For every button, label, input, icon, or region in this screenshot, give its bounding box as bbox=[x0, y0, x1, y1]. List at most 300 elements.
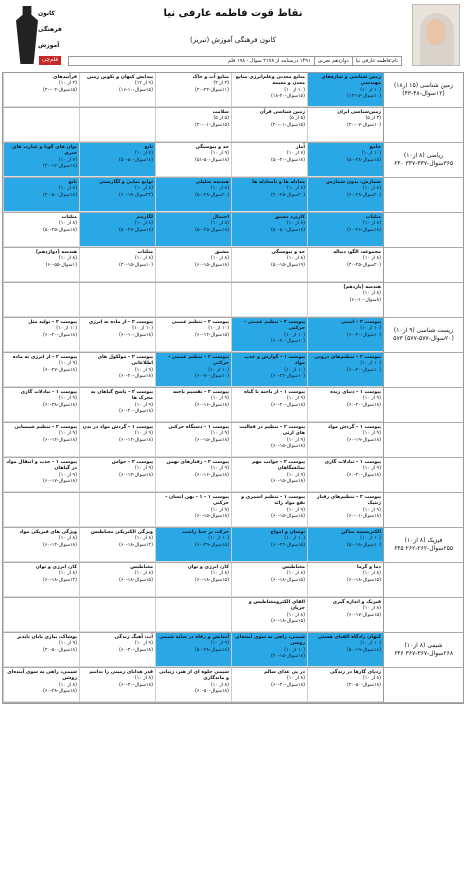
topic-stat: (۸ از ۱۰) bbox=[362, 221, 381, 227]
topic-cell bbox=[79, 213, 155, 247]
topic-cell bbox=[231, 633, 307, 667]
topic-stat: (۸ از ۱۰) bbox=[210, 186, 229, 192]
topic-cell bbox=[231, 388, 307, 422]
topic-cell bbox=[231, 493, 307, 527]
topic-stat: (۸ از ۱۰) bbox=[58, 186, 77, 192]
topic-stat: (۹ از ۱۰) bbox=[286, 437, 305, 443]
topic-stat: (۱۰سوال-۷۰-۶۰) bbox=[195, 373, 229, 379]
topic-cell bbox=[155, 178, 231, 212]
topic-cell bbox=[231, 668, 307, 702]
topic-name: پیوست ۱ - گردش مواد bbox=[327, 425, 381, 430]
topic-cell bbox=[307, 633, 383, 667]
topic-stat: (۹ از ۱۰) bbox=[210, 396, 229, 402]
table-row bbox=[3, 668, 463, 703]
subject-label bbox=[383, 668, 463, 702]
topic-stat: (۳ از ۳) bbox=[213, 81, 229, 87]
topic-cell bbox=[307, 248, 383, 282]
table-row bbox=[3, 143, 463, 178]
topic-stat: (۱۸سوال-۵۰-۶۰) bbox=[195, 688, 229, 694]
topic-cell bbox=[3, 598, 79, 632]
topic-name: پیوست ۲ - تنظیم عصبی - حرکتی bbox=[168, 355, 229, 367]
topic-stat: (۱۸سوال-۱۶-۶۰) bbox=[195, 402, 229, 408]
topic-name: مغناطیس bbox=[282, 565, 305, 570]
topic-cell bbox=[155, 108, 231, 142]
topic-cell bbox=[307, 353, 383, 387]
topic-name: پیوست ۲ - تنظیم‌های درونی bbox=[314, 355, 381, 360]
topic-stat: (۸ از ۱۰) bbox=[210, 571, 229, 577]
topic-stat: (۱۲سوال-۱۸-۶۰) bbox=[43, 577, 77, 583]
topic-name: مثلثات bbox=[61, 215, 77, 220]
topic-stat: (۸ از ۱۰) bbox=[58, 682, 77, 688]
topic-cell bbox=[3, 318, 79, 352]
topic-cell bbox=[155, 283, 231, 317]
topic-cells bbox=[3, 318, 383, 352]
topic-cell bbox=[307, 563, 383, 597]
topic-stat: (۱۸سوال-۵۰-۴۰) bbox=[43, 647, 77, 653]
topic-cells bbox=[3, 73, 383, 107]
topic-stat: (۱۸سوال-۱۰-۶۰) bbox=[119, 332, 153, 338]
topic-stat: (۵ از ۵) bbox=[289, 116, 305, 122]
topic-cell bbox=[231, 423, 307, 457]
topic-cell bbox=[307, 668, 383, 702]
topic-cell bbox=[231, 353, 307, 387]
topic-cell bbox=[307, 318, 383, 352]
topic-stat: (۱۸سوال-۵۰-۵۱) bbox=[195, 157, 229, 163]
topic-stat: (۹ از ۱۰) bbox=[58, 431, 77, 437]
topic-name: تابع bbox=[144, 145, 153, 150]
topic-stat: (۱۸سوال-۲۰-۶۰) bbox=[347, 472, 381, 478]
subject-label bbox=[383, 213, 463, 247]
topic-stat: (۸ از ۱۰) bbox=[362, 291, 381, 297]
topic-cell bbox=[307, 458, 383, 492]
topic-stat: (۱۵سوال-۳۸-۵۰) bbox=[347, 157, 381, 163]
topic-stat: (۱۸سوال-۳۸-۵۰) bbox=[195, 647, 229, 653]
topic-cell bbox=[155, 143, 231, 177]
subject-label: ریاضی (۸ از۱۰) ۳۶۵سوال-۳۳۷-۳۳۷ ۶۳۰ bbox=[383, 143, 463, 177]
topic-stat: (۹ از ۱۰) bbox=[286, 472, 305, 478]
topic-stat: (۸ از ۱۰) bbox=[362, 676, 381, 682]
topic-name: پیوست ۲ - از ماده به انرژی bbox=[88, 320, 153, 325]
topic-cell bbox=[3, 668, 79, 702]
topic-stat: (۱۵سوال-۱۸-۶۰) bbox=[195, 577, 229, 583]
topic-name: مشتق bbox=[214, 250, 229, 255]
topic-stat: (۳ از ۵) bbox=[365, 116, 381, 122]
topic-stat: (۱۸سوال-۲۷-۵۰) bbox=[119, 227, 153, 233]
topic-cell bbox=[79, 248, 155, 282]
topic-stat: (۱۸سوال-۵۰-۴۰) bbox=[347, 682, 381, 688]
topic-cell bbox=[155, 458, 231, 492]
subject-label bbox=[383, 563, 463, 597]
topic-stat: (۱۵سوال-۱۲-۶۰) bbox=[195, 332, 229, 338]
topic-name: زمین شناسی و سازه‌های مهندسی bbox=[321, 75, 381, 87]
topic-stat: (۱۸سوال-۲۰-۶۰) bbox=[119, 408, 153, 414]
table-row bbox=[3, 283, 463, 318]
topic-name: پیوست ۱ - از یاخته تا گیاه bbox=[244, 390, 305, 395]
topic-cell bbox=[155, 633, 231, 667]
topic-stat: (۸ از ۱۰) bbox=[286, 186, 305, 192]
topic-name: ویژگی الکتریکی مغناطیس bbox=[90, 530, 153, 535]
topic-stat: (۲۰سوال-۲۸-۶۰) bbox=[347, 192, 381, 198]
topic-name: پیدایش کیهان و تکوین زمین bbox=[87, 75, 153, 80]
topic-stat: (۸ از ۱۰) bbox=[286, 256, 305, 262]
topic-stat: (۸ از ۱۰) bbox=[134, 536, 153, 542]
logo-line-3: آموزش bbox=[38, 42, 60, 49]
topic-stat: (۱۸سوال-۱۴-۶۰) bbox=[43, 437, 77, 443]
topic-name: پیوست ۲ - ایمنی bbox=[341, 320, 381, 325]
topic-stat: (۸ از ۱۰) bbox=[134, 571, 153, 577]
topic-cell bbox=[79, 598, 155, 632]
topic-stat: (۱۸سوال-۴۰-۶۰) bbox=[119, 647, 153, 653]
topic-name: پیوست ۱ - دنیای زنده bbox=[330, 390, 381, 395]
topic-stat: (۸ از ۱۰) bbox=[210, 682, 229, 688]
topic-name: آسایش و رفاه در سایه شیمی bbox=[159, 635, 229, 640]
topic-stat: (۹ از ۱۰) bbox=[134, 431, 153, 437]
topic-stat: (۱۸سوال-۲۰-۶۰) bbox=[119, 373, 153, 379]
topic-stat: (۹ از ۱۰) bbox=[58, 472, 77, 478]
topic-stat: (۱۵سوال-۱۰-۱۶) bbox=[119, 87, 153, 93]
page-title: نقاط قوت فاطمه عارفی نیا bbox=[163, 8, 303, 19]
topic-stat: (۸ از ۱۰) bbox=[286, 676, 305, 682]
topic-stat: (۱۸سوال-۳۸-۶۰) bbox=[43, 402, 77, 408]
topic-cell bbox=[79, 388, 155, 422]
topic-stat: (۱۰ از ۱۰) bbox=[284, 367, 305, 373]
subject-label bbox=[383, 108, 463, 142]
topic-name: پیوست ۲ - رفتارهای نهمن bbox=[166, 460, 229, 465]
topic-stat: (۱۸سوال-۱۷-۶۰) bbox=[43, 478, 77, 484]
topic-stat: (۱۸سوال-۵۰-۴۰) bbox=[43, 192, 77, 198]
topic-cell bbox=[231, 598, 307, 632]
topic-stat: (۱۸سوال-۲۸-۶۰) bbox=[43, 688, 77, 694]
topic-name: پیوست ۲ - تنظیم در فعالیت های ارثی bbox=[239, 425, 305, 437]
topic-stat: (۱۲سوال-۱۸-۶۰) bbox=[119, 542, 153, 548]
topic-name: دما و گرما bbox=[356, 565, 381, 570]
topic-name: پیوست ۲ - تنظیم شیمیایی bbox=[14, 425, 77, 430]
subject-label: فیزیک (۸ از۱۰) ۲۵۵سوال-۲۶۲-۲۶۲ ۶۴۵ bbox=[383, 528, 463, 562]
topic-cell bbox=[3, 283, 79, 317]
topic-cell bbox=[231, 73, 307, 107]
topic-stat: (۱۸سوال-۳۰-۶۰) bbox=[119, 682, 153, 688]
subject-label: زمین شناسی (۱۵ از۱۸) (۱۲سوال-۴۸-۴۳) bbox=[383, 73, 463, 107]
topic-stat: (۱۸سوال-۱۳-۶۰) bbox=[119, 472, 153, 478]
topic-stat: (۲۳سوال-۱۸-۶۰) bbox=[119, 192, 153, 198]
topic-stat: (۸ از ۱۰) bbox=[286, 612, 305, 618]
topic-cell bbox=[79, 143, 155, 177]
topic-stat: (۱سوال-۵۵-۶۰) bbox=[45, 262, 77, 268]
topic-cells bbox=[3, 598, 383, 632]
topic-stat: (۲۰سوال-۲۵-۴۰) bbox=[271, 192, 305, 198]
topic-name: معادله ها و نامعادله ها bbox=[252, 180, 305, 185]
topic-stat: (۹ از ۱۰) bbox=[210, 151, 229, 157]
topic-cell bbox=[155, 528, 231, 562]
topic-cell bbox=[3, 493, 79, 527]
topic-cell bbox=[79, 178, 155, 212]
topic-name: شیمی، راهی به سوی آینده‌ای روشن bbox=[235, 635, 305, 647]
table-row bbox=[3, 493, 463, 528]
topic-stat: (۱۰سوال-۴۰-۶۰) bbox=[347, 367, 381, 373]
topic-cell bbox=[231, 248, 307, 282]
topic-stat: (۱۸سوال-۱۵-۴۰) bbox=[271, 653, 305, 659]
topic-name: قدر هدایای زمینی را بدانیم bbox=[89, 670, 153, 675]
topic-cell bbox=[155, 213, 231, 247]
topic-stat: (۱۰ از ۱۰) bbox=[132, 326, 153, 332]
topic-cell bbox=[155, 248, 231, 282]
topic-stat: (۱۵سوال-۲۴-۶۰) bbox=[271, 542, 305, 548]
topic-stat: (۱۰سوال-۲۲-۶۰) bbox=[271, 373, 305, 379]
topic-stat: (۸ از ۱۰) bbox=[286, 571, 305, 577]
topic-cell bbox=[79, 108, 155, 142]
topic-name: الکتریسیته ساکن bbox=[341, 530, 381, 535]
topic-name: فیزیک و اندازه گیری bbox=[332, 600, 381, 605]
topic-cell bbox=[3, 178, 79, 212]
topic-stat: (۱۸سوال-۱۲-۴۰) bbox=[43, 163, 77, 169]
topic-stat: (۲۰سوال-۲۸-۵۰) bbox=[195, 192, 229, 198]
topic-cells bbox=[3, 668, 383, 702]
topic-stat: (۷ از ۱۰) bbox=[58, 157, 77, 163]
topic-name: پیوست ۲ - تولید مثل bbox=[28, 320, 77, 325]
topic-name: پیوست ۱ - گردش مواد در بدن bbox=[82, 425, 153, 430]
topic-stat: (۸ از ۱۰) bbox=[286, 221, 305, 227]
topic-cell bbox=[79, 633, 155, 667]
topic-cell bbox=[231, 528, 307, 562]
topic-stat: (۲۰سوال-۲۵-۴۰) bbox=[347, 262, 381, 268]
table-row bbox=[3, 318, 463, 353]
topic-cell bbox=[231, 108, 307, 142]
table-row bbox=[3, 73, 463, 108]
topic-stat: (۸ از ۱۰) bbox=[362, 571, 381, 577]
topic-name: پیوست ۱ - تبادلات گازی bbox=[324, 460, 381, 465]
topic-stat: (۱۰ از ۱۰) bbox=[360, 536, 381, 542]
topic-stat: (۱۵سوال-۱۸-۶۰) bbox=[271, 618, 305, 624]
table-row bbox=[3, 458, 463, 493]
topic-stat: (۱۸سوال-۰۱-۶۰) bbox=[347, 513, 381, 519]
topic-name: شمارش، بدون شمارش bbox=[325, 180, 381, 185]
topic-stat: (۱۰ از ۱۰) bbox=[208, 367, 229, 373]
topic-cell bbox=[307, 598, 383, 632]
topic-stat: (۱۰ از ۱۰) bbox=[208, 326, 229, 332]
topic-cell bbox=[79, 283, 155, 317]
topic-stat: (۱۸سوال-۱۵-۶۰) bbox=[195, 513, 229, 519]
topic-cell bbox=[3, 73, 79, 107]
subject-label bbox=[383, 598, 463, 632]
topic-cell bbox=[155, 73, 231, 107]
topic-stat: (۱۰سوال-۱۸-۵۰) bbox=[347, 542, 381, 548]
topic-cell bbox=[307, 388, 383, 422]
topic-name: کاربرد مشتق bbox=[274, 215, 305, 220]
table-row bbox=[3, 388, 463, 423]
topic-cells bbox=[3, 633, 383, 667]
topic-cell bbox=[155, 353, 231, 387]
topic-name: توابع نمایی و لگاریتمی bbox=[99, 180, 153, 185]
topic-cell bbox=[155, 668, 231, 702]
topic-stat: (۱۸سوال-۴۰-۶۰) bbox=[347, 402, 381, 408]
topic-name: آب، آهنگ زندگی bbox=[114, 635, 153, 640]
topic-stat: (۱۸سوال-۱۵-۶۰) bbox=[195, 262, 229, 268]
topic-cells bbox=[3, 178, 383, 212]
topic-name: پیوست ۲ - جوانب مهم نماتشگاهان bbox=[251, 460, 305, 472]
topic-stat: (۱۰ از۱۰) bbox=[361, 151, 381, 157]
topic-stat: (۹ از ۱۰) bbox=[58, 361, 77, 367]
topic-name: آمار bbox=[295, 145, 305, 150]
topic-cells bbox=[3, 283, 383, 317]
topic-stat: (۹ از ۱۰) bbox=[134, 641, 153, 647]
topic-cell bbox=[3, 108, 79, 142]
topic-stat: (۱۸سوال-۴۰-۵۰) bbox=[271, 157, 305, 163]
topic-stat: (۱۸سوال-۵۰-۵۰) bbox=[119, 157, 153, 163]
topic-cell bbox=[79, 668, 155, 702]
topic-stat: (۱۰ از ۱۰) bbox=[284, 87, 305, 93]
topic-stat: (۱۸سوال-۲۷-۶۰) bbox=[43, 367, 77, 373]
topic-name: مغناطیس bbox=[130, 565, 153, 570]
topic-cell bbox=[155, 598, 231, 632]
topic-name: هندسه (یازدهم) bbox=[343, 285, 381, 290]
topic-cell bbox=[79, 493, 155, 527]
topic-cell bbox=[3, 423, 79, 457]
topic-name: منابع آب و خاک bbox=[192, 75, 229, 80]
face-shape bbox=[426, 19, 446, 45]
topic-stat: (۹ از ۱۰) bbox=[210, 641, 229, 647]
topic-cell bbox=[231, 178, 307, 212]
topic-stat: (۱۰ از ۱۰) bbox=[284, 536, 305, 542]
topic-stat: (۸ از ۱۰) bbox=[362, 256, 381, 262]
topic-cell bbox=[79, 353, 155, 387]
topic-name: پیوست ۱ - تنظیم اسمزی و تفع مواد زائد bbox=[241, 495, 305, 507]
subject-label bbox=[383, 493, 463, 527]
topic-stat: (۸ از ۱۰) bbox=[58, 256, 77, 262]
topic-name: پیوست ۱ - گوارش و جذب مواد bbox=[244, 355, 305, 367]
topic-stat: (۱۸سوال-۱۶-۶۰) bbox=[195, 472, 229, 478]
topic-stat: (۸ از ۱۰) bbox=[134, 256, 153, 262]
topic-stat: (۹ از ۱۰) bbox=[286, 396, 305, 402]
topic-stat: (۸ از ۱۰) bbox=[362, 186, 381, 192]
topic-stat: (۹ از ۱۰) bbox=[286, 507, 305, 513]
topic-name: پوشاک، نیازی پایان ناپذیر bbox=[16, 635, 77, 640]
topic-name: نوسان و امواج bbox=[270, 530, 305, 535]
topic-stat: (۱۵سوال-۱۸-۶۰) bbox=[347, 577, 381, 583]
topic-stat: (۱۰ از ۱۰) bbox=[56, 326, 77, 332]
topic-cells bbox=[3, 108, 383, 142]
topic-name: حد و پیوستگی bbox=[195, 145, 229, 150]
subject-label bbox=[383, 248, 463, 282]
topic-cells bbox=[3, 493, 383, 527]
topic-stat: (۸ از ۱۰) bbox=[210, 256, 229, 262]
topic-name: سلامت bbox=[212, 110, 229, 115]
logo-line-1: کانون bbox=[38, 10, 55, 17]
table-row bbox=[3, 423, 463, 458]
topic-stat: (۹ از ۱۰) bbox=[210, 431, 229, 437]
topic-stat: (۱۸سوال-۱۹-۶۰) bbox=[347, 437, 381, 443]
topic-stat: (۸ از ۱۰) bbox=[134, 186, 153, 192]
topic-stat: (۱۸سوال-۱۵-۶۰) bbox=[271, 513, 305, 519]
topic-cell bbox=[79, 423, 155, 457]
topic-cell bbox=[231, 283, 307, 317]
topic-name: کار، انرژی و توان bbox=[187, 565, 229, 570]
topic-stat: (۱۸سوال-۱۹-۵۰) bbox=[347, 647, 381, 653]
topic-stat: (۹ از ۱۰) bbox=[362, 431, 381, 437]
topic-stat: (۹ از ۱۰) bbox=[58, 396, 77, 402]
topic-name: مثلثات bbox=[365, 215, 381, 220]
topic-name: پیوست ۲ - مولکول های اطلاعاتی bbox=[97, 355, 153, 367]
topic-name: زمین شناسی قرآن bbox=[259, 110, 305, 115]
topic-cells bbox=[3, 388, 383, 422]
topic-name: فرآیندهای bbox=[53, 75, 77, 80]
subject-label bbox=[383, 388, 463, 422]
topic-stat: (۸ از ۱۰) bbox=[210, 221, 229, 227]
info-grade: دوازدهم تجربی bbox=[314, 57, 352, 65]
topic-stat: (۹ از ۱۰) bbox=[362, 466, 381, 472]
topic-stat: (۷ از ۱۰) bbox=[286, 151, 305, 157]
topic-name: زمین‌شناسی ایران bbox=[337, 110, 381, 115]
topic-cell bbox=[231, 563, 307, 597]
topic-stat: (۵ از ۵) bbox=[213, 116, 229, 122]
topic-stat: (۱۵سوال-۱۷-۶۰) bbox=[347, 612, 381, 618]
topic-stat: (۱۰ از ۱۰) bbox=[208, 536, 229, 542]
topic-stat: (۸سوال-۱۰-۶۰) bbox=[349, 297, 381, 303]
topic-stat: (۹ از ۱۰) bbox=[134, 466, 153, 472]
topic-cell bbox=[3, 213, 79, 247]
topic-stat: (۱۰سوال-۱۷-۱۳) bbox=[347, 93, 381, 99]
topic-stat: (۱۰ از ۱۰) bbox=[360, 641, 381, 647]
topic-cell bbox=[79, 318, 155, 352]
topic-cell bbox=[307, 108, 383, 142]
topic-stat: (۱۱سوال-۲۲-۲۰) bbox=[195, 87, 229, 93]
topic-stat: (۱۰ از ۱۰) bbox=[284, 647, 305, 653]
topic-stat: (۱۵سوال-۲۰-۱۸) bbox=[271, 93, 305, 99]
topic-name: پیوست ۱ - دستگاه حرکتی bbox=[168, 425, 229, 430]
topic-name: منابع معدنی وعلم‌انرژی منابع معدن و معیمه bbox=[235, 75, 305, 87]
subject-label bbox=[383, 458, 463, 492]
page-subtitle: کانون فرهنگی آموزش (تبریز) bbox=[190, 36, 276, 44]
topic-name: کار، انرژی و توان bbox=[35, 565, 77, 570]
topic-cell bbox=[3, 528, 79, 562]
topic-stat: (۹ از ۱۰) bbox=[58, 641, 77, 647]
table-row bbox=[3, 178, 463, 213]
topic-stat: (۱۰سوال-۰۷-۴۰) bbox=[347, 122, 381, 128]
topic-name: ردپای گازها در زندگی bbox=[330, 670, 381, 675]
topic-name: مجموعه، الگو، دنباله bbox=[333, 250, 381, 255]
topic-stat: (۱۰ از ۱۰) bbox=[360, 326, 381, 332]
topic-stat: (۳ از ۱۰) bbox=[58, 81, 77, 87]
header bbox=[0, 0, 466, 74]
topic-stat: (۱۸سوال-۴۰-۶۰) bbox=[271, 682, 305, 688]
table-row bbox=[3, 353, 463, 388]
table-row bbox=[3, 633, 463, 668]
kanoon-logo bbox=[14, 4, 64, 68]
topic-name: شیمی جلوه ای از هنر، زیبایی و ماندگاری bbox=[159, 670, 229, 682]
topic-cell bbox=[155, 318, 231, 352]
topic-cell bbox=[155, 493, 231, 527]
topic-name: پیوست ۲ - حواس bbox=[111, 460, 153, 465]
topic-cell bbox=[3, 458, 79, 492]
topic-stat: (۸ از ۱۰) bbox=[58, 571, 77, 577]
topic-name: القای الکترومغناطیس و جریان bbox=[248, 600, 305, 612]
topic-stat: (۱۰سوال-۱۵-۴۰) bbox=[119, 262, 153, 268]
topic-cell bbox=[307, 493, 383, 527]
topic-stat: (۱۸سوال-۲۰-۶۰) bbox=[271, 402, 305, 408]
topic-stat: (۹ از ۱۲) bbox=[134, 81, 153, 87]
topic-cell bbox=[231, 213, 307, 247]
topic-stat: (۱۸سوال-۲۵-۵۰) bbox=[195, 227, 229, 233]
topic-stat: (۱۹سوال-۱۵-۵۰) bbox=[271, 262, 305, 268]
topic-cell bbox=[231, 458, 307, 492]
topic-name: پیوست ۲ - پاسخ گیاهان به محرک ها bbox=[90, 390, 153, 402]
topic-stat: (۹ از ۱۰) bbox=[210, 466, 229, 472]
topic-cell bbox=[155, 563, 231, 597]
topic-stat: (۱۵سوال-۱۸-۶۰) bbox=[119, 577, 153, 583]
topic-cell bbox=[3, 388, 79, 422]
topic-name: پیوست ۲ - تنظیم‌های رفتار ژنتیک bbox=[316, 495, 381, 507]
student-info-bar bbox=[68, 56, 402, 66]
topic-name: جامع bbox=[369, 145, 381, 150]
